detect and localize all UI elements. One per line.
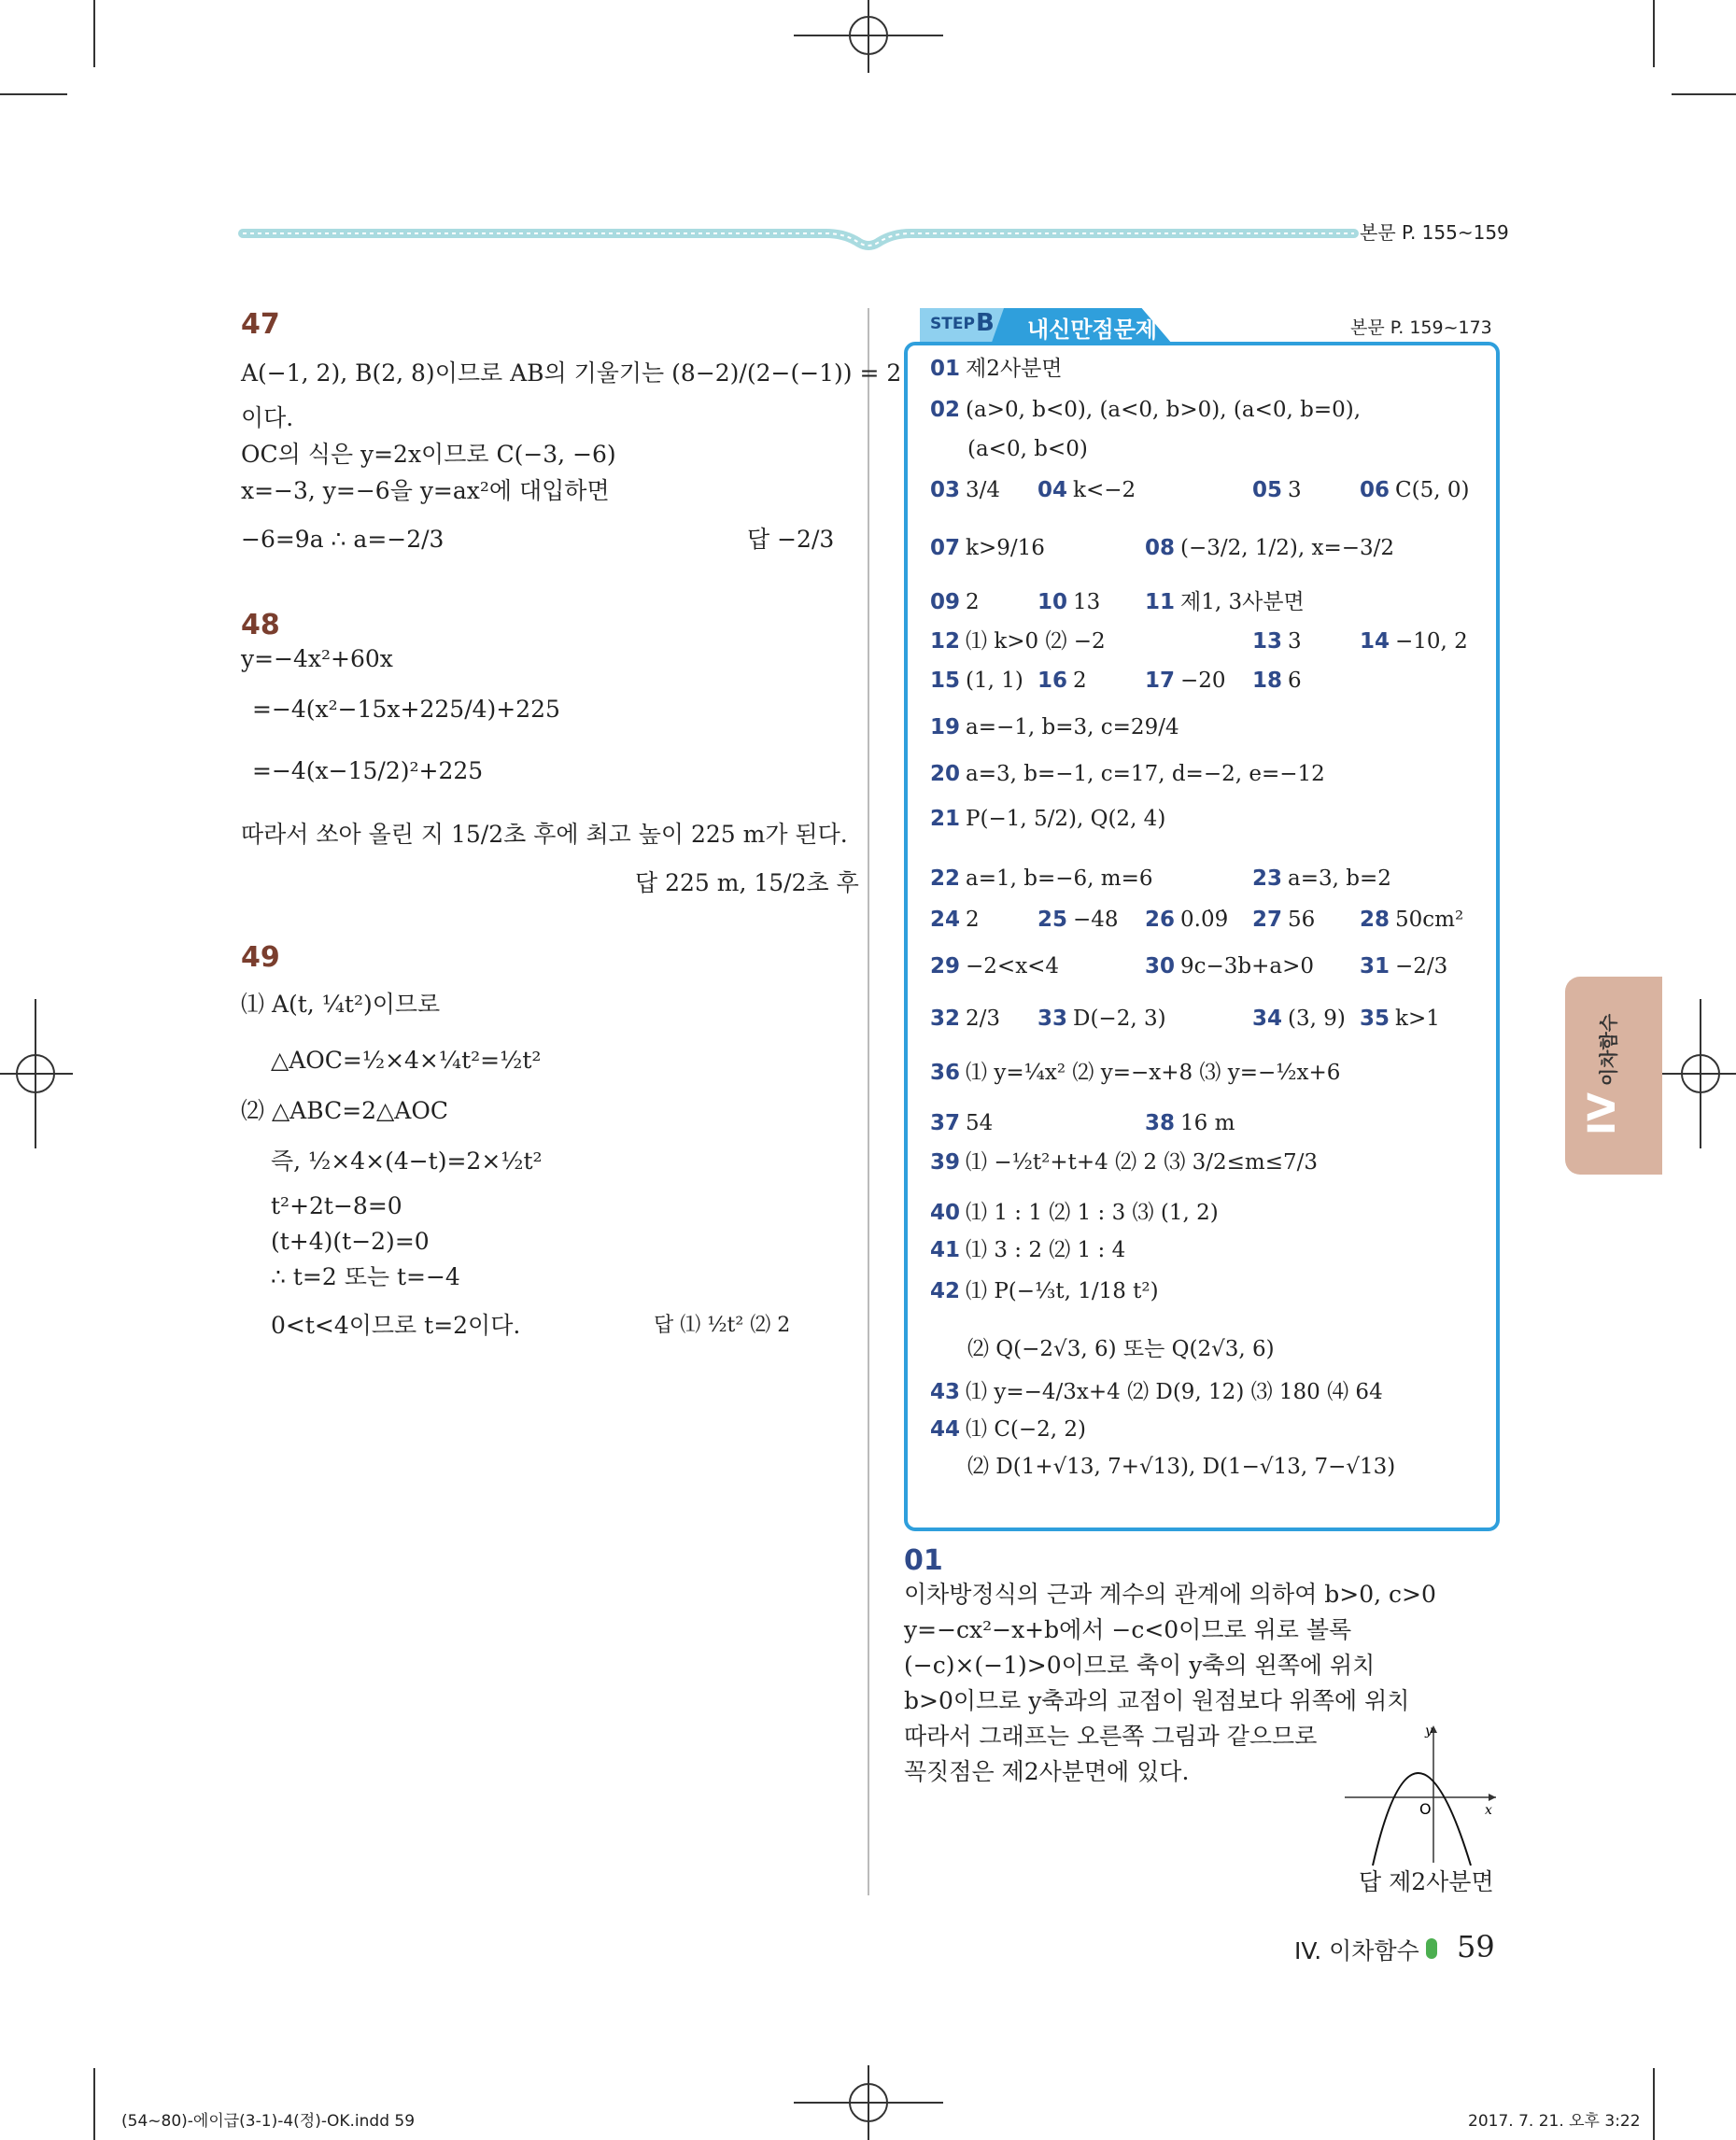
side-tab-roman: IV bbox=[1581, 1092, 1624, 1135]
crop-mark bbox=[93, 0, 95, 67]
answer-text: D(−2, 3) bbox=[1073, 1007, 1166, 1031]
answer-text: 제1, 3사분면 bbox=[1180, 590, 1305, 614]
answer-item bbox=[1252, 476, 1302, 504]
answer-text: 56 bbox=[1288, 908, 1316, 932]
answer-item bbox=[1252, 906, 1315, 934]
problem-number-47: 47 bbox=[241, 308, 280, 341]
answer-number: 19 bbox=[930, 715, 961, 739]
answer-text: ⑴ 1 : 1 ⑵ 1 : 3 ⑶ (1, 2) bbox=[966, 1201, 1219, 1225]
answer-number: 27 bbox=[1252, 908, 1283, 932]
p48-line-4: 따라서 쏘아 올린 지 15/2초 후에 최고 높이 225 m가 된다. bbox=[241, 821, 848, 848]
answer-text: ⑴ −½t²+t+4 ⑵ 2 ⑶ 3/2≤m≤7/3 bbox=[966, 1150, 1319, 1175]
answer-item bbox=[1037, 667, 1087, 695]
answer-text: a=1, b=−6, m=6 bbox=[966, 866, 1153, 891]
answer-item bbox=[1360, 952, 1447, 980]
answer-number: 05 bbox=[1252, 478, 1283, 502]
answer-item bbox=[930, 534, 1045, 562]
answer-text: −2<x<4 bbox=[966, 954, 1060, 978]
sol01-line-3: (−c)×(−1)>0이므로 축이 y축의 왼쪽에 위치 bbox=[904, 1652, 1376, 1679]
answer-number: 30 bbox=[1145, 954, 1176, 978]
graph-origin-label: O bbox=[1419, 1800, 1432, 1818]
graph-x-label: x bbox=[1485, 1803, 1492, 1818]
header-ribbon bbox=[238, 220, 1359, 258]
answer-item bbox=[1360, 906, 1463, 934]
answer-number: 23 bbox=[1252, 866, 1283, 891]
answer-text: a=3, b=2 bbox=[1288, 866, 1391, 891]
answer-number: 25 bbox=[1037, 908, 1068, 932]
sol01-line-4: b>0이므로 y축과의 교점이 원점보다 위쪽에 위치 bbox=[904, 1687, 1410, 1714]
answer-number: 26 bbox=[1145, 908, 1176, 932]
answer-item bbox=[1037, 1005, 1166, 1033]
answer-text: 3/4 bbox=[966, 478, 1001, 502]
answer-text: (−3/2, 1/2), x=−3/2 bbox=[1180, 536, 1395, 560]
answer-text: a=3, b=−1, c=17, d=−2, e=−12 bbox=[966, 762, 1325, 786]
answer-item bbox=[1037, 476, 1136, 504]
answer-text: a=−1, b=3, c=29/4 bbox=[966, 715, 1179, 739]
print-date-info: 2017. 7. 21. 오후 3:22 bbox=[1468, 2112, 1641, 2131]
answer-number: 41 bbox=[930, 1238, 961, 1262]
answer-text: 2 bbox=[966, 908, 980, 932]
answer-number: 21 bbox=[930, 807, 961, 831]
step-label: STEP bbox=[930, 315, 975, 333]
footer-leaf-icon bbox=[1426, 1938, 1437, 1959]
answer-number: 34 bbox=[1252, 1007, 1283, 1031]
answer-item bbox=[1145, 906, 1228, 934]
answer-number: 38 bbox=[1145, 1111, 1176, 1135]
answer-number: 37 bbox=[930, 1111, 961, 1135]
answer-item bbox=[930, 805, 1165, 833]
answer-item bbox=[1145, 588, 1305, 616]
answer-item bbox=[930, 760, 1325, 788]
answer-item bbox=[930, 713, 1179, 741]
answer-text: 제2사분면 bbox=[966, 357, 1063, 381]
header-page-ref: 본문 P. 155~159 bbox=[1360, 221, 1509, 244]
answer-number: 28 bbox=[1360, 908, 1390, 932]
answer-item bbox=[930, 1109, 993, 1137]
sol01-line-1: 이차방정식의 근과 계수의 관계에 의하여 b>0, c>0 bbox=[904, 1581, 1436, 1608]
p49-line-7: ∴ t=2 또는 t=−4 bbox=[271, 1263, 460, 1290]
answer-text: k>1 bbox=[1395, 1007, 1440, 1031]
problem-number-48: 48 bbox=[241, 609, 280, 641]
answer-item bbox=[967, 1453, 1395, 1481]
p48-line-3: =−4(x−15/2)²+225 bbox=[252, 757, 484, 784]
answer-item bbox=[930, 355, 1063, 383]
crop-mark bbox=[0, 93, 67, 95]
p49-line-2: △AOC=½×4×¼t²=½t² bbox=[271, 1047, 542, 1074]
answer-number: 42 bbox=[930, 1279, 961, 1303]
p49-line-3: ⑵ △ABC=2△AOC bbox=[241, 1097, 448, 1124]
answer-text: k<−2 bbox=[1073, 478, 1136, 502]
answer-text: (3, 9) bbox=[1288, 1007, 1346, 1031]
sol01-line-6: 꼭짓점은 제2사분면에 있다. bbox=[904, 1758, 1190, 1785]
answer-text: 54 bbox=[966, 1111, 994, 1135]
answer-number: 20 bbox=[930, 762, 961, 786]
answer-number: 14 bbox=[1360, 629, 1390, 654]
p49-line-1: ⑴ A(t, ¼t²)이므로 bbox=[241, 991, 441, 1018]
answer-item bbox=[1360, 1005, 1440, 1033]
crop-mark bbox=[93, 2068, 95, 2140]
p49-answer: 답 ⑴ ½t² ⑵ 2 bbox=[654, 1314, 791, 1337]
registration-mark-left bbox=[0, 999, 75, 1148]
answer-text: ⑴ P(−⅓t, 1/18 t²) bbox=[966, 1279, 1159, 1303]
answer-item bbox=[967, 435, 1088, 463]
answer-item bbox=[1037, 906, 1119, 934]
answer-text: 2 bbox=[966, 590, 980, 614]
p47-line-5: −6=9a ∴ a=−2/3 bbox=[241, 526, 445, 553]
answer-number: 06 bbox=[1360, 478, 1390, 502]
answer-text: (a<0, b<0) bbox=[967, 437, 1088, 461]
answer-item bbox=[1360, 476, 1469, 504]
answer-number: 09 bbox=[930, 590, 961, 614]
p47-line-2: 이다. bbox=[241, 404, 294, 431]
answer-text: ⑵ D(1+√13, 7+√13), D(1−√13, 7−√13) bbox=[967, 1455, 1396, 1479]
answer-text: 3 bbox=[1288, 478, 1302, 502]
crop-mark bbox=[1653, 0, 1655, 67]
p48-answer: 답 225 m, 15/2초 후 bbox=[635, 869, 859, 896]
p47-line-4: x=−3, y=−6을 y=ax²에 대입하면 bbox=[241, 477, 610, 504]
answer-number: 33 bbox=[1037, 1007, 1068, 1031]
answer-text: ⑴ y=¼x² ⑵ y=−x+8 ⑶ y=−½x+6 bbox=[966, 1061, 1341, 1085]
p48-line-1: y=−4x²+60x bbox=[241, 645, 393, 672]
answer-number: 13 bbox=[1252, 629, 1283, 654]
p47-answer: 답 −2/3 bbox=[747, 526, 835, 553]
side-tab-title: 이차함수 bbox=[1597, 1013, 1620, 1087]
answer-number: 03 bbox=[930, 478, 961, 502]
answer-text: −20 bbox=[1180, 669, 1226, 693]
answer-number: 16 bbox=[1037, 669, 1068, 693]
crop-mark bbox=[1672, 93, 1736, 95]
answer-item bbox=[930, 667, 1023, 695]
p49-line-5: t²+2t−8=0 bbox=[271, 1192, 402, 1219]
answer-text: (a>0, b<0), (a<0, b>0), (a<0, b=0), bbox=[966, 398, 1362, 422]
registration-mark-top bbox=[794, 0, 943, 75]
parabola-curve bbox=[1373, 1773, 1471, 1865]
answer-text: 2 bbox=[1073, 669, 1087, 693]
answer-text: k>9/16 bbox=[966, 536, 1045, 560]
answer-number: 04 bbox=[1037, 478, 1068, 502]
answer-item bbox=[930, 865, 1153, 893]
sol01-answer: 답 제2사분면 bbox=[1359, 1868, 1494, 1895]
answer-item bbox=[1252, 865, 1391, 893]
answer-text: −2/3 bbox=[1395, 954, 1448, 978]
answer-item bbox=[930, 1378, 1383, 1406]
answer-text: 6 bbox=[1288, 669, 1302, 693]
step-title: 내신만점문제 bbox=[1027, 317, 1158, 343]
answer-number: 10 bbox=[1037, 590, 1068, 614]
answer-item bbox=[1145, 667, 1226, 695]
p47-line-3: OC의 식은 y=2x이므로 C(−3, −6) bbox=[241, 441, 616, 468]
answer-item bbox=[930, 627, 1106, 655]
answer-text: 0.0̇9̇ bbox=[1180, 908, 1229, 932]
answer-item bbox=[1037, 588, 1100, 616]
answer-item bbox=[1252, 627, 1302, 655]
answer-text: −48 bbox=[1073, 908, 1119, 932]
answer-number: 31 bbox=[1360, 954, 1390, 978]
answer-text: 2/3 bbox=[966, 1007, 1001, 1031]
answer-number: 43 bbox=[930, 1380, 961, 1404]
answer-text: ⑴ y=−4/3x+4 ⑵ D(9, 12) ⑶ 180 ⑷ 64 bbox=[966, 1380, 1383, 1404]
answer-item bbox=[930, 1199, 1219, 1227]
answer-text: 9c−3b+a>0 bbox=[1180, 954, 1315, 978]
p47-line-1: A(−1, 2), B(2, 8)이므로 AB의 기울기는 (8−2)/(2−(−1)) = 2 bbox=[241, 359, 902, 387]
answer-text: ⑴ C(−2, 2) bbox=[966, 1417, 1087, 1442]
answer-item bbox=[930, 588, 980, 616]
registration-mark-right bbox=[1661, 999, 1736, 1148]
answer-text: (1, 1) bbox=[966, 669, 1023, 693]
answer-item bbox=[930, 952, 1059, 980]
answer-item bbox=[1145, 1109, 1235, 1137]
answer-text: ⑴ k>0 ⑵ −2 bbox=[966, 629, 1106, 654]
answer-item bbox=[1145, 534, 1394, 562]
answer-item bbox=[930, 1236, 1125, 1264]
answer-item bbox=[930, 1277, 1159, 1305]
answer-item bbox=[1360, 627, 1468, 655]
answer-number: 02 bbox=[930, 398, 961, 422]
footer-page-number: 59 bbox=[1457, 1929, 1495, 1964]
registration-mark-bottom bbox=[794, 2065, 943, 2140]
answer-item bbox=[930, 1005, 1000, 1033]
answer-item bbox=[1252, 667, 1302, 695]
answer-number: 17 bbox=[1145, 669, 1176, 693]
answer-number: 18 bbox=[1252, 669, 1283, 693]
answer-text: 16 m bbox=[1180, 1111, 1235, 1135]
answer-number: 29 bbox=[930, 954, 961, 978]
answer-text: −10, 2 bbox=[1395, 629, 1468, 654]
answer-number: 11 bbox=[1145, 590, 1176, 614]
problem-number-49: 49 bbox=[241, 941, 280, 974]
answer-text: 13 bbox=[1073, 590, 1101, 614]
p49-line-6: (t+4)(t−2)=0 bbox=[271, 1228, 430, 1255]
answer-number: 36 bbox=[930, 1061, 961, 1085]
answer-item bbox=[967, 1335, 1275, 1363]
answer-text: P(−1, 5/2), Q(2, 4) bbox=[966, 807, 1166, 831]
answer-number: 44 bbox=[930, 1417, 961, 1442]
answer-number: 12 bbox=[930, 629, 961, 654]
answer-number: 07 bbox=[930, 536, 961, 560]
print-file-info: (54~80)-에이급(3-1)-4(정)-OK.indd 59 bbox=[121, 2112, 416, 2131]
answer-item bbox=[930, 1415, 1086, 1443]
answer-number: 08 bbox=[1145, 536, 1176, 560]
answer-text: C(5, 0) bbox=[1395, 478, 1470, 502]
answer-item bbox=[930, 1148, 1318, 1176]
crop-mark bbox=[1653, 2068, 1655, 2140]
answer-number: 32 bbox=[930, 1007, 961, 1031]
answer-item bbox=[930, 906, 980, 934]
answer-number: 01 bbox=[930, 357, 961, 381]
answer-item bbox=[1145, 952, 1314, 980]
answer-number: 24 bbox=[930, 908, 961, 932]
answer-text: 3 bbox=[1288, 629, 1302, 654]
sol01-line-5: 따라서 그래프는 오른쪽 그림과 같으므로 bbox=[904, 1723, 1318, 1750]
answer-number: 40 bbox=[930, 1201, 961, 1225]
solution-number-01: 01 bbox=[904, 1544, 943, 1577]
step-letter: B bbox=[976, 309, 995, 337]
p49-line-8: 0<t<4이므로 t=2이다. bbox=[271, 1312, 521, 1339]
column-divider bbox=[868, 308, 869, 1895]
parabola-graph bbox=[1345, 1718, 1503, 1867]
answer-text: 50cm² bbox=[1395, 908, 1464, 932]
answer-number: 39 bbox=[930, 1150, 961, 1175]
answer-item bbox=[930, 396, 1361, 424]
step-page-ref: 본문 P. 159~173 bbox=[1350, 317, 1492, 338]
footer-chapter: IV. 이차함수 bbox=[1294, 1937, 1419, 1964]
answer-text: ⑵ Q(−2√3, 6) 또는 Q(2√3, 6) bbox=[967, 1337, 1275, 1361]
answer-text: ⑴ 3 : 2 ⑵ 1 : 4 bbox=[966, 1238, 1126, 1262]
answer-item bbox=[930, 476, 1000, 504]
p48-line-2: =−4(x²−15x+225/4)+225 bbox=[252, 696, 560, 723]
answer-number: 22 bbox=[930, 866, 961, 891]
answer-number: 15 bbox=[930, 669, 961, 693]
p49-line-4: 즉, ½×4×(4−t)=2×½t² bbox=[271, 1147, 543, 1175]
graph-y-label: y bbox=[1425, 1724, 1433, 1739]
answer-item bbox=[1252, 1005, 1346, 1033]
sol01-line-2: y=−cx²−x+b에서 −c<0이므로 위로 볼록 bbox=[904, 1616, 1352, 1643]
answer-item bbox=[930, 1059, 1340, 1087]
answer-number: 35 bbox=[1360, 1007, 1390, 1031]
